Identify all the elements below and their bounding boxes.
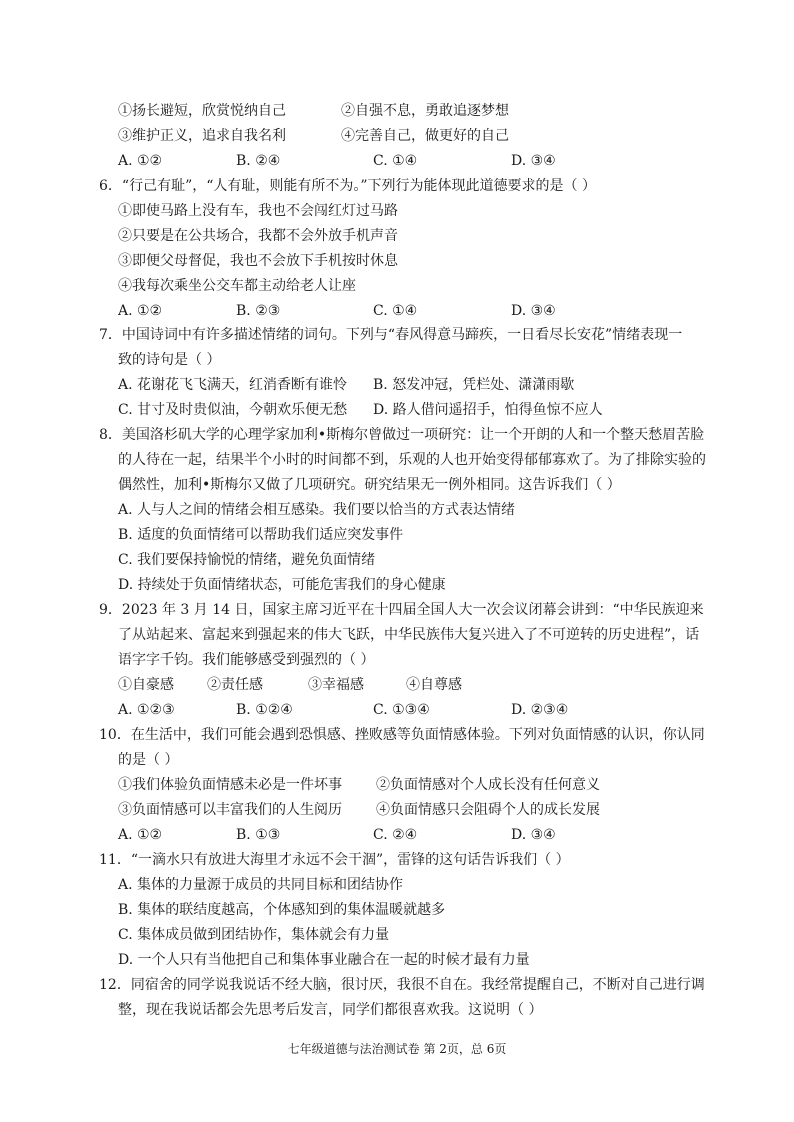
q6-item-2: ②只要是在公共场合，我都不会外放手机声音 — [118, 228, 398, 244]
q6-item-1: ①即使马路上没有车，我也不会闯红灯过马路 — [118, 203, 398, 219]
q6-item-3: ③即便父母督促，我也不会放下手机按时休息 — [118, 253, 398, 269]
q9-stem-line-2: 了从站起来、富起来到强起来的伟大飞跃，中华民族伟大复兴进入了不可逆转的历史进程”，话 — [118, 627, 700, 643]
q5-option-a: A. ①② — [118, 153, 163, 169]
q11-option-a: A. 集体的力量源于成员的共同目标和团结协作 — [118, 877, 404, 893]
q10-option-d: D. ③④ — [511, 827, 556, 843]
q8-option-d: D. 持续处于负面情绪状态，可能危害我们的身心健康 — [118, 577, 446, 593]
q8-stem-line-1: 8．美国洛杉矶大学的心理学家加利•斯梅尔曾做过一项研究：让一个开朗的人和一个整天愁眉苦脸 — [99, 427, 705, 443]
q12-stem-line-2: 整，现在我说话都会先思考后发言，同学们都很喜欢我。这说明（ ） — [118, 1002, 543, 1018]
page-footer: 七年级道德与法治测试卷 第 2页，总 6页 — [287, 1042, 507, 1056]
q9-item-3: ③幸福感 — [308, 677, 364, 693]
q7-option-d: D. 路人借问遥招手，怕得鱼惊不应人 — [373, 402, 603, 418]
q10-item-1: ①我们体验负面情感未必是一件坏事 — [118, 777, 342, 793]
q6-option-b: B. ②③ — [236, 303, 281, 319]
q8-stem-line-2: 的人待在一起，结果半个小时的时间都不到，乐观的人也开始变得郁郁寡欢了。为了排除实验的 — [118, 452, 706, 468]
q9-option-c: C. ①③④ — [373, 702, 430, 718]
q9-option-a: A. ①②③ — [118, 702, 175, 718]
q10-option-b: B. ①③ — [236, 827, 281, 843]
q5-option-b: B. ②④ — [236, 153, 281, 169]
q9-item-2: ②责任感 — [207, 677, 263, 693]
q6-option-c: C. ①④ — [373, 303, 418, 319]
q10-item-2: ②负面情感对个人成长没有任何意义 — [376, 777, 600, 793]
q6-item-4: ④我每次乘坐公交车都主动给老人让座 — [118, 278, 356, 294]
q10-item-4: ④负面情感只会阻碍个人的成长发展 — [376, 802, 600, 818]
q9-option-d: D. ②③④ — [511, 702, 569, 718]
q7-stem-line-1: 7．中国诗词中有许多描述情绪的词句。下列与“春风得意马蹄疾，一日看尽长安花”情绪表现一 — [99, 327, 683, 343]
q8-stem-line-3: 偶然性，加利•斯梅尔又做了几项研究。研究结果无一例外相同。这告诉我们（ ） — [118, 477, 621, 493]
q9-stem-line-1: 9．2023 年 3 月 14 日，国家主席习近平在十四届全国人大一次会议闭幕会讲到：“中华民族迎来 — [99, 602, 704, 618]
q9-option-b: B. ①②④ — [236, 702, 293, 718]
q7-stem-line-2: 致的诗句是（ ） — [118, 352, 221, 368]
q10-stem-line-2: 的是（ ） — [118, 752, 179, 768]
q7-option-c: C. 甘寸及时贵似油，今朝欢乐便无愁 — [118, 402, 348, 418]
q5-item-1: ①扬长避短，欣赏悦纳自己 — [118, 103, 286, 119]
q5-option-d: D. ③④ — [511, 153, 556, 169]
q10-item-3: ③负面情感可以丰富我们的人生阅历 — [118, 802, 342, 818]
q9-stem-line-3: 语字字千钧。我们能够感受到强烈的（ ） — [118, 652, 375, 668]
q5-item-3: ③维护正义，追求自我名利 — [118, 128, 286, 144]
q11-option-d: D. 一个人只有当他把自己和集体事业融合在一起的时候才最有力量 — [118, 952, 530, 968]
q10-option-a: A. ①② — [118, 827, 163, 843]
q7-option-a: A. 花谢花飞飞满天，红消香断有谁怜 — [118, 377, 348, 393]
q7-option-b: B. 怒发冲冠，凭栏处、潇潇雨歇 — [373, 377, 575, 393]
q5-item-4: ④完善自己，做更好的自己 — [341, 128, 509, 144]
q10-option-c: C. ②④ — [373, 827, 418, 843]
q11-option-c: C. 集体成员做到团结协作，集体就会有力量 — [118, 927, 390, 943]
q9-item-1: ①自豪感 — [118, 677, 174, 693]
q5-option-c: C. ①④ — [373, 153, 418, 169]
q6-stem: 6．“行己有耻”，“人有耻，则能有所不为。”下列行为能体现此道德要求的是（ ） — [99, 178, 596, 194]
q11-option-b: B. 集体的联结度越高，个体感知到的集体温暖就越多 — [118, 902, 446, 918]
q6-option-d: D. ③④ — [511, 303, 556, 319]
q8-option-b: B. 适度的负面情绪可以帮助我们适应突发事件 — [118, 527, 404, 543]
q11-stem: 11．“一滴水只有放进大海里才永远不会干涸”，雷锋的这句话告诉我们（ ） — [99, 852, 570, 868]
q9-item-4: ④自尊感 — [406, 677, 462, 693]
q8-option-a: A. 人与人之间的情绪会相互感染。我们要以恰当的方式表达情绪 — [118, 502, 516, 518]
q6-option-a: A. ①② — [118, 303, 163, 319]
q12-stem-line-1: 12．同宿舍的同学说我说话不经大脑，很讨厌，我很不自在。我经常提醒自己，不断对自己进行调 — [99, 977, 705, 993]
q10-stem-line-1: 10．在生活中，我们可能会遇到恐惧感、挫败感等负面情感体验。下列对负面情感的认识，你认同 — [99, 727, 705, 743]
q5-item-2: ②自强不息，勇敢追逐梦想 — [341, 103, 509, 119]
q8-option-c: C. 我们要保持愉悦的情绪，避免负面情绪 — [118, 552, 376, 568]
